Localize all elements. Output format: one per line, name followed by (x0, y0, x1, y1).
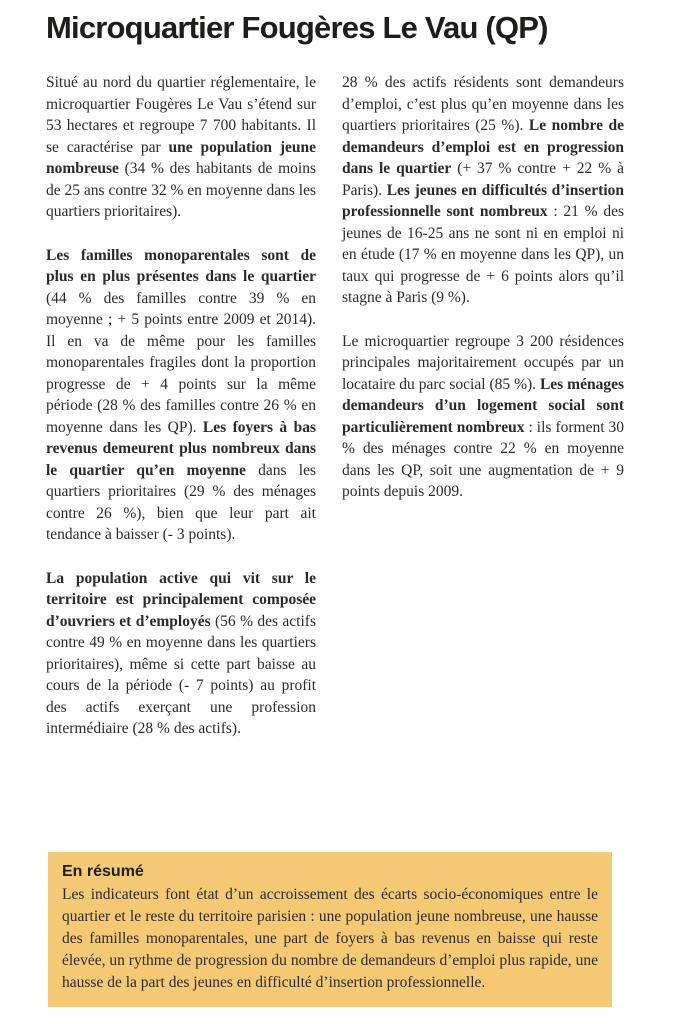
paragraph-intro: Situé au nord du quartier réglementaire, le microquartier Fougères Le Vau s’étend sur 53 hectares et regroupe 7 700 habitants. Il se caractérise par une population jeune nombreuse (34 % des habitants de moins de 25 ans contre 32 % en moyenne dans les quartiers prioritaires). (46, 74, 316, 220)
column-left (46, 72, 316, 762)
summary-box (48, 852, 612, 1007)
summary-body: Les indicateurs font état d’un accroissement des écarts socio-économiques entre le quartier et le reste du territoire parisien : une population jeune nombreuse, une hausse des familles monoparentales, une part de foyers à bas revenus en baisse qui reste élevée, un rythme de progression du nombre de demandeurs d’emploi plus rapide, une hausse de la part des jeunes en difficulté d’insertion professionnelle. (62, 886, 598, 991)
page-title: Microquartier Fougères Le Vau (QP) (46, 10, 548, 45)
paragraph-familles-monoparentales: Les familles monoparentales sont de plus en plus présentes dans le quartier (44 % des familles contre 39 % en moyenne ; + 5 points entre 2009 et 2014). Il en va de même pour les familles monoparentales fragiles dont la proportion progresse de + 4 points sur la même période (28 % des familles contre 26 % en moyenne dans les QP). Les foyers à bas revenus demeurent plus nombreux dans le quartier qu’en moyenne dans les quartiers prioritaires (29 % des ménages contre 26 %), bien que leur part ait tendance à baisser (- 3 points). (46, 246, 316, 543)
paragraph-logement-social: Le microquartier regroupe 3 200 résidences principales majoritairement occupés par un locataire du parc social (85 %). Les ménages demandeurs d’un logement social sont particulièrement nombreux : ils forment 30 % des ménages contre 22 % en moyenne dans les QP, soit une augmentation de + 9 points depuis 2009. (342, 332, 624, 500)
text-columns (46, 72, 685, 762)
paragraph-demandeurs-emploi: 28 % des actifs résidents sont demandeurs d’emploi, c’est plus qu’en moyenne dans les quartiers prioritaires (25 %). Le nombre de demandeurs d’emploi est en progression dans le quartier (+ 37 % contre + 22 % à Paris). Les jeunes en difficultés d’insertion professionnelle sont nombreux : 21 % des jeunes de 16-25 ans ne sont ni en emploi ni en étude (17 % en moyenne dans les QP), un taux qui progresse de + 6 points alors qu’il stagne à Paris (9 %). (342, 74, 624, 306)
paragraph-population-active: La population active qui vit sur le territoire est principalement composée d’ouvriers et d’employés (56 % des actifs contre 49 % en moyenne dans les quartiers prioritaires), même si cette part baisse au cours de la période (- 7 points) au profit des actifs exerçant une profession intermédiaire (28 % des actifs). (46, 569, 316, 737)
column-right (342, 72, 624, 762)
summary-heading: En résumé (62, 863, 144, 880)
